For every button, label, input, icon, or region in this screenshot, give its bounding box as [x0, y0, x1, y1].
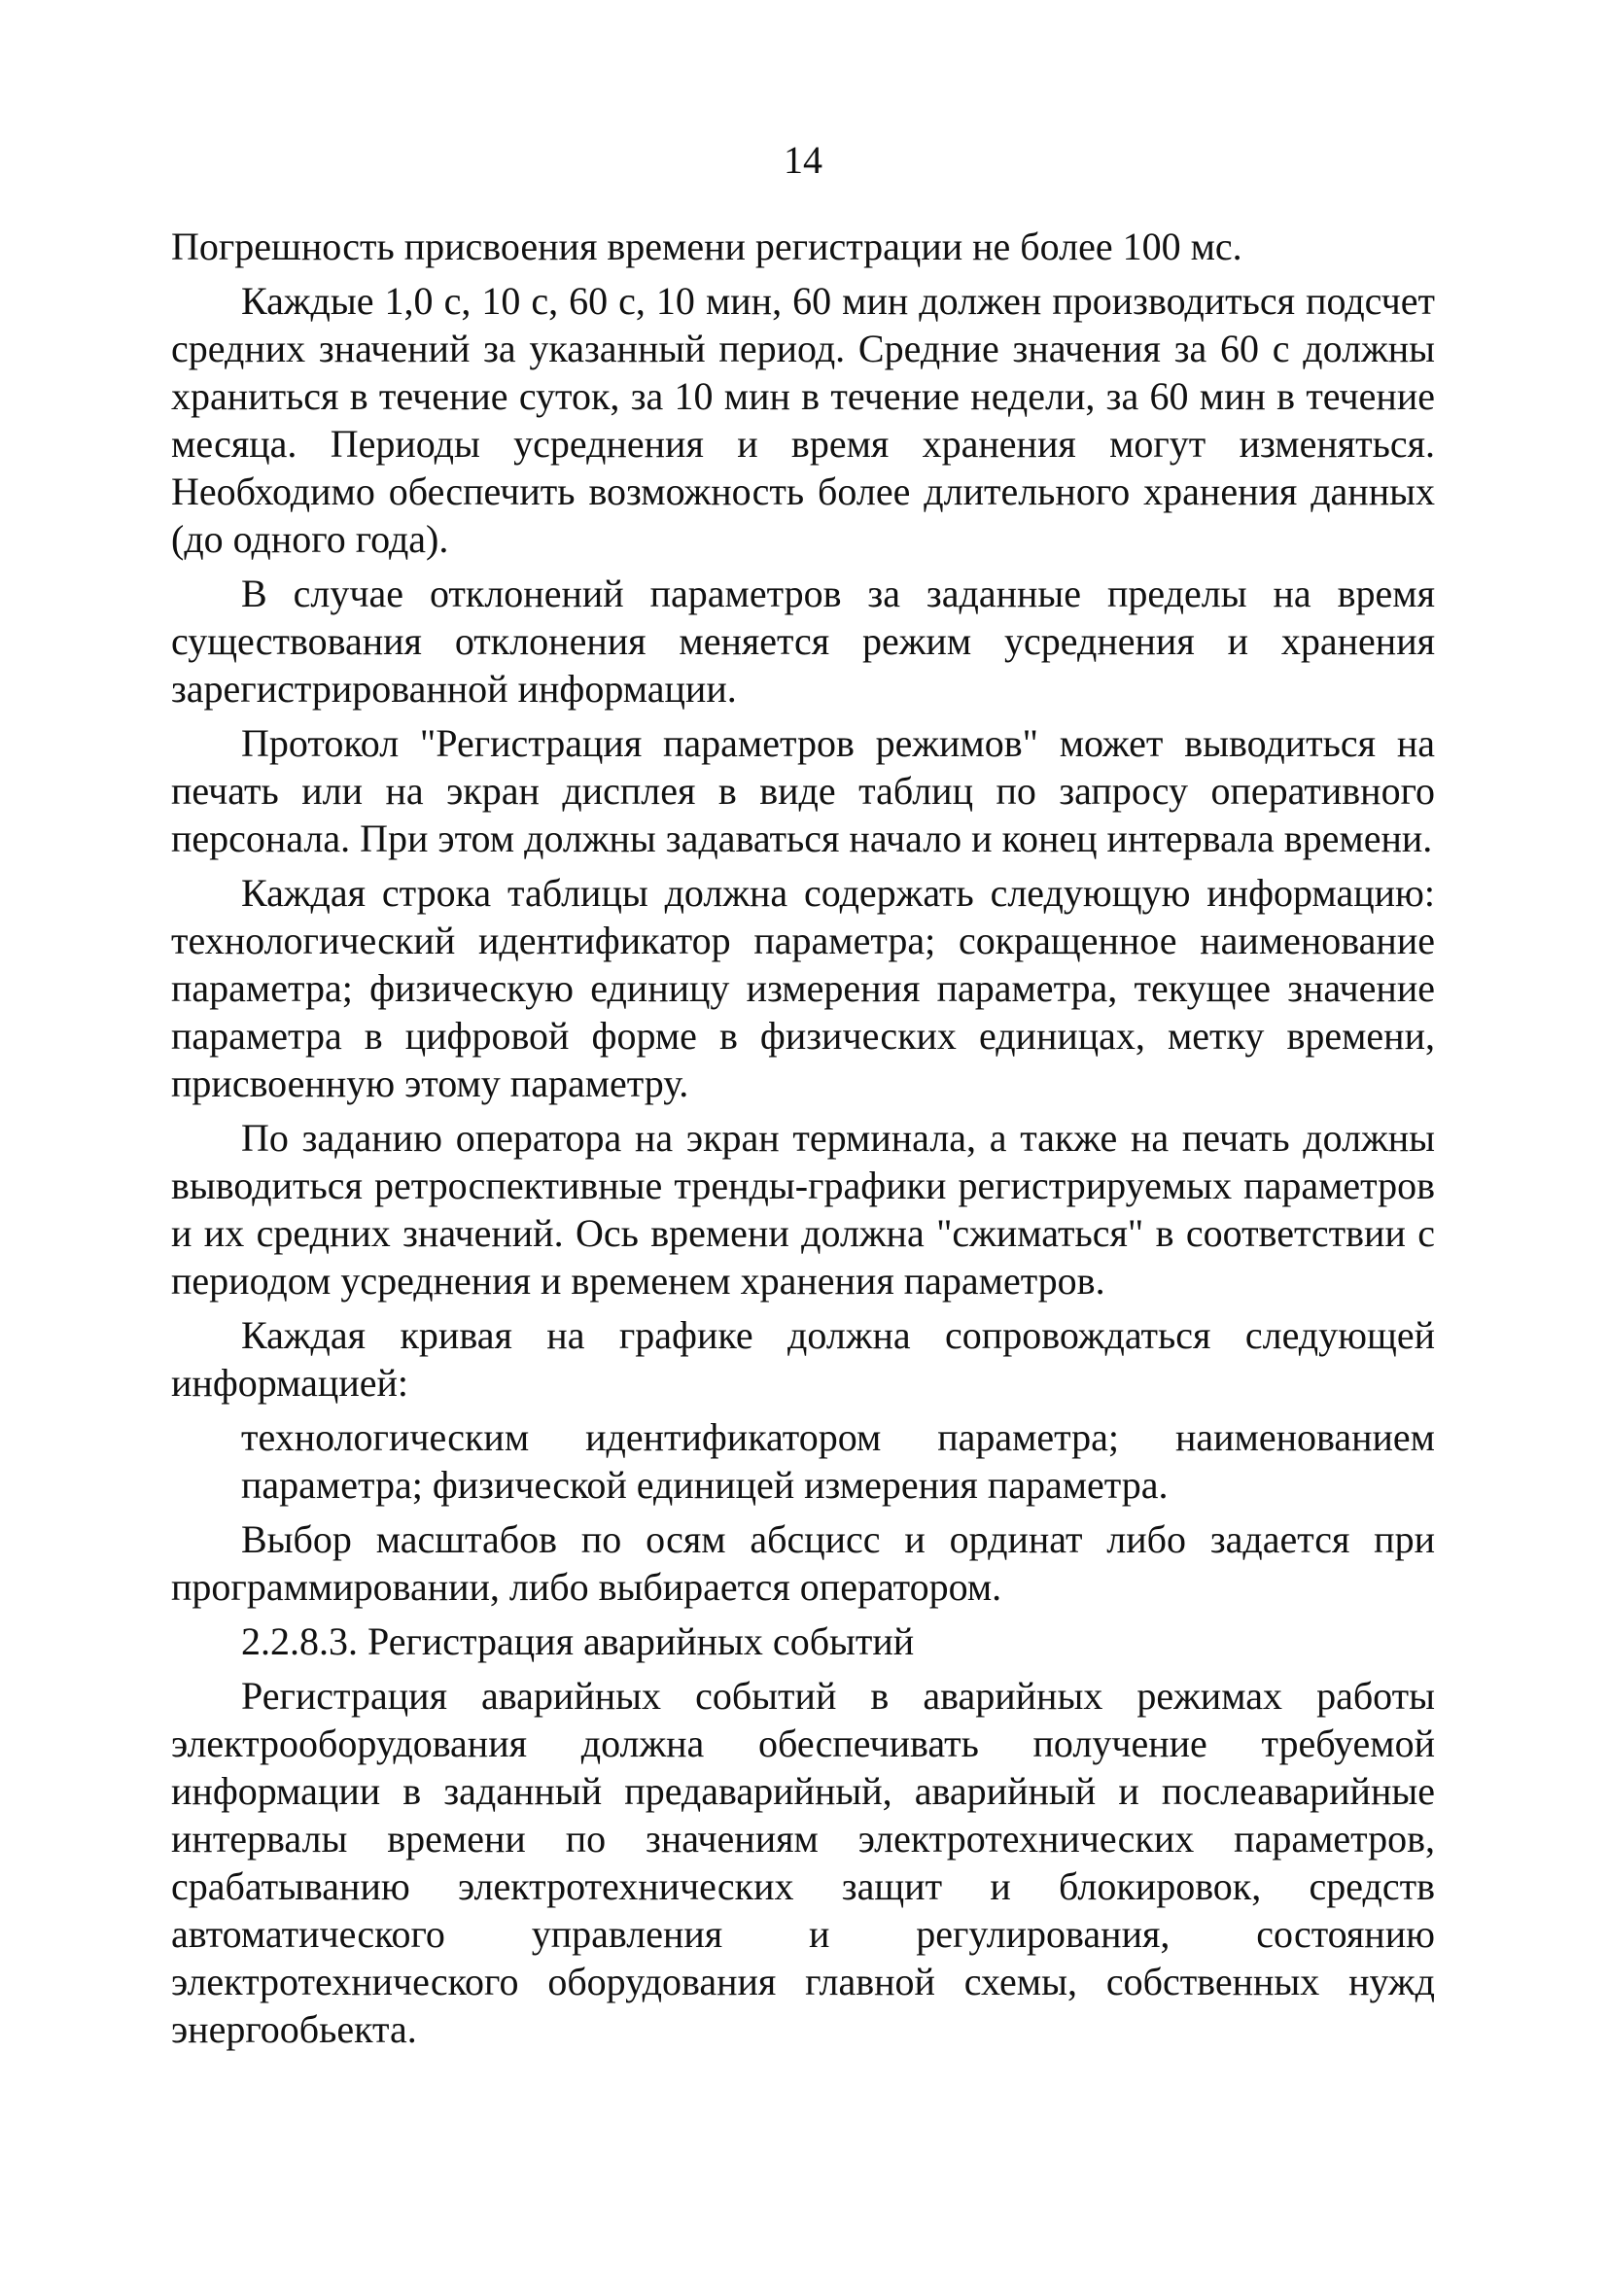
- paragraph-time-accuracy: Погрешность присвоения времени регистрации не более 100 мс.: [171, 225, 1242, 268]
- document-page: [171, 136, 1435, 2060]
- section-heading: 2.2.8.3. Регистрация аварийных событий: [241, 1619, 915, 1663]
- paragraph-protocol: Протокол "Регистрация параметров режимов" может выводиться на печать или на экран дисплея в виде таблиц по запросу оперативного персонала. При этом должны задаваться начало и конец интервала времени.: [171, 721, 1435, 860]
- paragraph-averaging: Каждые 1,0 с, 10 с, 60 с, 10 мин, 60 мин должен производиться подсчет средних значений за указанный период. Средние значения за 60 с должны храниться в течение суток, за 10 мин в течение недели, за 60 мин в течение месяца. Периоды усреднения и время хранения могут изменяться. Необходимо обеспечить возможность более длительного хранения данных (до одного года).: [171, 279, 1435, 561]
- paragraph-table-row: Каждая строка таблицы должна содержать следующую информацию: технологический идентификатор параметра; сокращенное наименование параметра; физическую единицу измерения параметра, текущее значение параметра в цифровой форме в физических единицах, метку времени, присвоенную этому параметру.: [171, 871, 1435, 1105]
- paragraph-scale-selection: Выбор масштабов по осям абсцисс и ординат либо задается при программировании, либо выбирается оператором.: [171, 1517, 1435, 1609]
- paragraph-curve-info: Каждая кривая на графике должна сопровождаться следующей информацией:: [171, 1313, 1435, 1405]
- paragraph-curve-info-list: технологическим идентификатором параметра; наименованием параметра; физической единицей измерения параметра.: [241, 1415, 1435, 1507]
- page-number: 14: [784, 138, 822, 182]
- paragraph-trends: По заданию оператора на экран терминала, а также на печать должны выводиться ретроспективные тренды-графики регистрируемых параметров и их средних значений. Ось времени должна "сжиматься" в соответствии с периодом усреднения и временем хранения параметров.: [171, 1116, 1435, 1303]
- paragraph-emergency-registration: Регистрация аварийных событий в аварийных режимах работы электрооборудования должна обеспечивать получение требуемой информации в заданный предаварийный, аварийный и послеаварийные интервалы времени по значениям электротехнических параметров, срабатыванию электротехнических защит и блокировок, средств автоматического управления и регулирования, состоянию электротехнического оборудования главной схемы, собственных нужд энергообьекта.: [171, 1674, 1435, 2051]
- paragraph-deviations: В случае отклонений параметров за заданные пределы на время существования отклонения меняется режим усреднения и хранения зарегистрированной информации.: [171, 572, 1435, 711]
